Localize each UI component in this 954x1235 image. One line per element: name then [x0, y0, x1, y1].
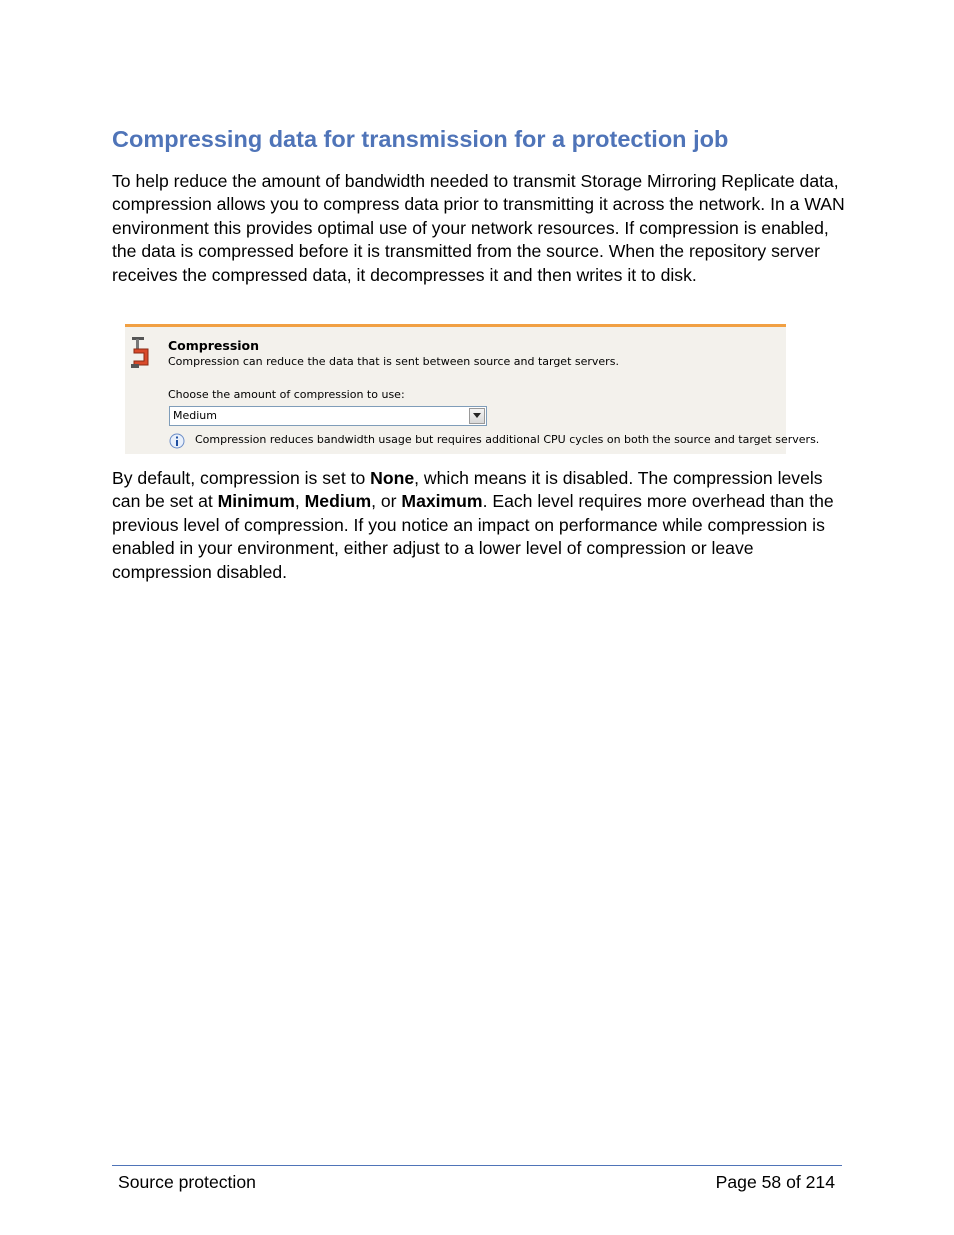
section-heading: Compressing data for transmission for a protection job	[112, 126, 729, 152]
info-icon	[169, 433, 185, 449]
compression-level-select[interactable]	[169, 406, 487, 426]
bold-minimum: Minimum	[217, 491, 295, 512]
dropdown-button[interactable]	[469, 408, 485, 424]
footer-section-name: Source protection	[118, 1172, 256, 1192]
panel-title: Compression	[168, 338, 260, 353]
text-run: By default, compression is set to	[112, 468, 371, 488]
compression-clamp-icon	[128, 335, 156, 371]
footer-divider	[112, 1165, 842, 1166]
text-run: ,	[294, 491, 305, 512]
intro-paragraph: To help reduce the amount of bandwidth needed to transmit Storage Mirroring Replicate data, compression allows you to compress data prior to transmitting it across the network. In a WAN environment this provides optimal use of your network resources. If compression is enabled, the data is compressed before it is transmitted from the source. When the repository server receives the compressed data, it decompresses it and then writes it to disk.	[112, 171, 845, 285]
footer-page-number: Page 58 of 214	[715, 1172, 835, 1192]
compression-settings-panel	[125, 324, 820, 454]
defaults-paragraph	[112, 467, 847, 584]
chevron-down-icon	[473, 413, 481, 419]
text-run: , which means it is disabled. The compression levels can be set at	[112, 468, 823, 512]
bold-medium: Medium	[304, 491, 372, 512]
compression-level-value: Medium	[173, 409, 217, 422]
bold-maximum: Maximum	[401, 491, 483, 512]
panel-description: Compression can reduce the data that is sent between source and target servers.	[168, 355, 619, 368]
bold-none: None	[370, 468, 415, 488]
compression-level-label: Choose the amount of compression to use:	[168, 388, 405, 401]
text-run: , or	[371, 491, 402, 512]
panel-info-text: Compression reduces bandwidth usage but requires additional CPU cycles on both the source and target servers.	[195, 433, 820, 446]
text-run: . Each level requires more overhead than the previous level of compression. If you notice an impact on performance while compression is enabled in your environment, either adjust to a lower level of compression or leave compression disabled.	[112, 491, 834, 582]
